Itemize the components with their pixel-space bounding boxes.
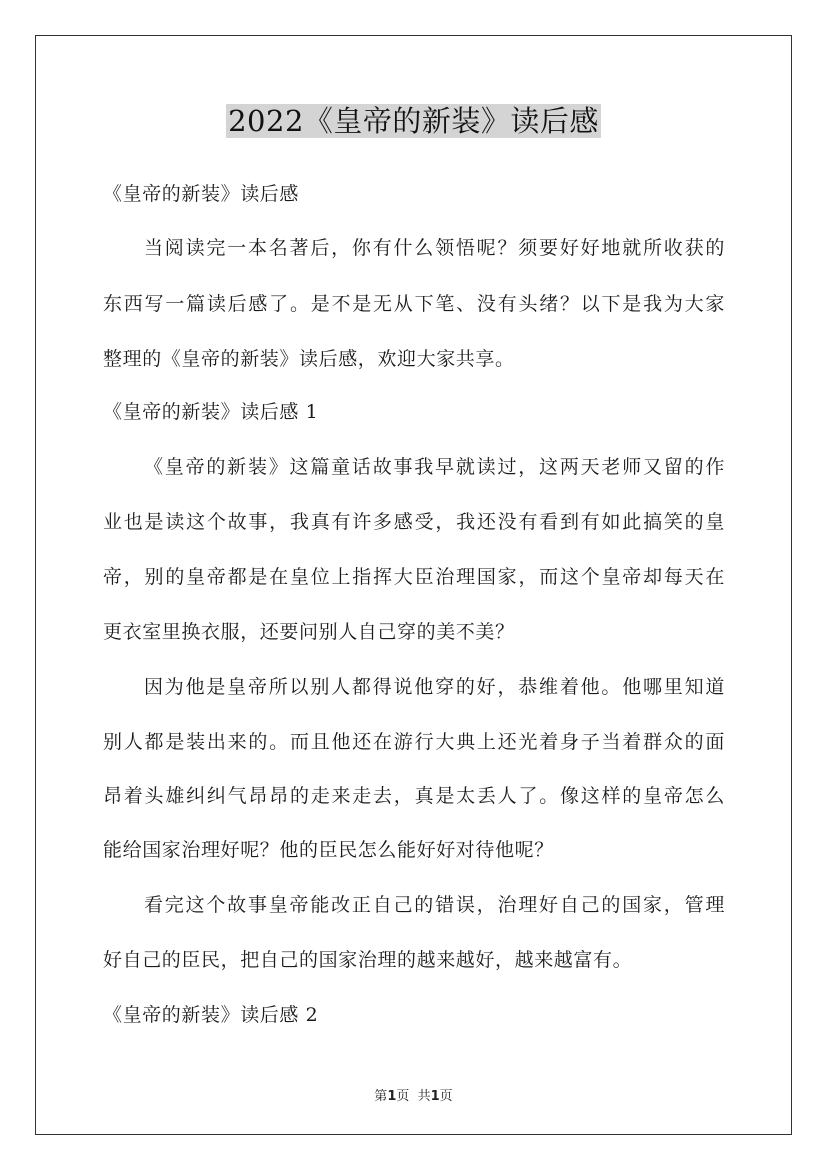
p2-line-4: 能给国家治理好呢？他的臣民怎么能好好对待他呢？ [103,839,554,861]
footer-mid: 页 共 [396,1089,431,1104]
p2-line-2: 别人都是装出来的。而且他还在游行大典上还光着身子当着群众的面 [103,731,725,753]
page-footer [0,1085,827,1104]
p3-line-2: 好自己的臣民，把自己的国家治理的越来越好，越来越富有。 [103,949,633,971]
p1-line-2: 业也是读这个故事，我真有许多感受，我还没有看到有如此搞笑的皇 [103,511,725,533]
p1-line-3: 帝，别的皇帝都是在皇位上指挥大臣治理国家，而这个皇帝却每天在 [103,566,725,588]
document-title [0,100,827,142]
section2-heading: 《皇帝的新装》读后感 2 [103,1004,319,1026]
footer-prefix: 第 [374,1089,388,1104]
intro-line-1: 当阅读完一本名著后，你有什么领悟呢？须要好好地就所收获的 [144,237,725,259]
footer-page-total: 1 [430,1089,440,1104]
p1-line-1: 《皇帝的新装》这篇童话故事我早就读过，这两天老师又留的作 [144,456,725,478]
p2-line-1: 因为他是皇帝所以别人都得说他穿的好，恭维着他。他哪里知道 [144,676,725,698]
intro-line-2: 东西写一篇读后感了。是不是无从下笔、没有头绪？以下是我为大家 [103,293,725,315]
document-heading: 《皇帝的新装》读后感 [103,183,300,205]
footer-page-num: 1 [387,1089,397,1104]
p1-line-4: 更衣室里换衣服，还要问别人自己穿的美不美？ [103,621,515,643]
section1-heading: 《皇帝的新装》读后感 1 [103,401,319,423]
document-title-text: 2022《皇帝的新装》读后感 [228,104,599,138]
intro-line-3: 整理的《皇帝的新装》读后感，欢迎大家共享。 [103,348,515,370]
footer-suffix: 页 [439,1089,453,1104]
p3-line-1: 看完这个故事皇帝能改正自己的错误，治理好自己的国家，管理 [144,894,725,916]
p2-line-3: 昂着头雄纠纠气昂昂的走来走去，真是太丢人了。像这样的皇帝怎么 [103,785,725,807]
